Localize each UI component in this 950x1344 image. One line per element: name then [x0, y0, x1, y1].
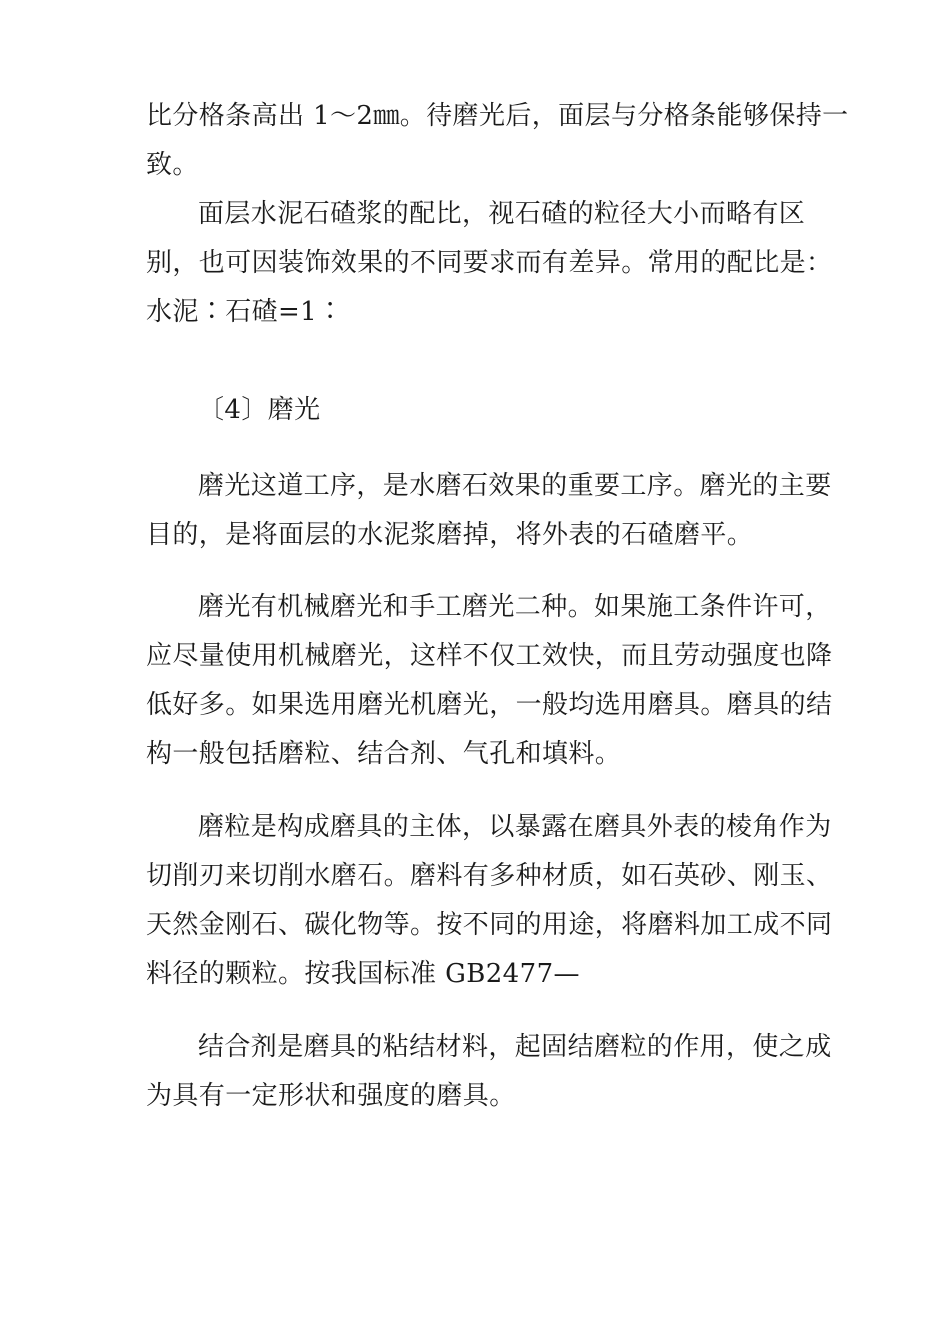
text-line: 构一般包括磨粒、结合剂、气孔和填料。 [146, 739, 622, 769]
text-line: 为具有一定形状和强度的磨具。 [146, 1081, 516, 1111]
paragraph-grid-strip-height [146, 92, 849, 190]
text-line: 磨光这道工序，是水磨石效果的重要工序。磨光的主要 [198, 471, 832, 501]
text-line: 磨光有机械磨光和手工磨光二种。如果施工条件许可， [198, 592, 832, 622]
section-heading-polishing [146, 386, 810, 435]
paragraph-abrasive-grains [146, 803, 833, 999]
text-line: 比分格条高出 1～2㎜。待磨光后，面层与分格条能够保持一 [146, 101, 849, 131]
text-line: 切削刃来切削水磨石。磨料有多种材质，如石英砂、刚玉、 [146, 861, 833, 891]
paragraph-polishing-purpose [146, 462, 832, 560]
text-line: 致。 [146, 150, 199, 180]
text-line: 低好多。如果选用磨光机磨光，一般均选用磨具。磨具的结 [146, 690, 833, 720]
text-line: 应尽量使用机械磨光，这样不仅工效快，而且劳动强度也降 [146, 641, 833, 671]
paragraph-polishing-methods [146, 583, 833, 779]
text-line: 料径的颗粒。按我国标准 GB2477— [146, 959, 580, 989]
text-line: 水泥∶石碴=1∶ [146, 297, 344, 327]
text-line: 磨粒是构成磨具的主体，以暴露在磨具外表的棱角作为 [198, 812, 832, 842]
text-line: 别，也可因装饰效果的不同要求而有差异。常用的配比是： [146, 248, 833, 278]
text-line: 〔4〕磨光 [198, 395, 321, 425]
text-line: 面层水泥石碴浆的配比，视石碴的粒径大小而略有区 [198, 199, 806, 229]
text-line: 天然金刚石、碳化物等。按不同的用途，将磨料加工成不同 [146, 910, 833, 940]
text-line: 目的，是将面层的水泥浆磨掉，将外表的石碴磨平。 [146, 520, 754, 550]
paragraph-mix-ratio [146, 190, 833, 337]
paragraph-binder [146, 1023, 832, 1121]
text-line: 结合剂是磨具的粘结材料，起固结磨粒的作用，使之成 [198, 1032, 832, 1062]
